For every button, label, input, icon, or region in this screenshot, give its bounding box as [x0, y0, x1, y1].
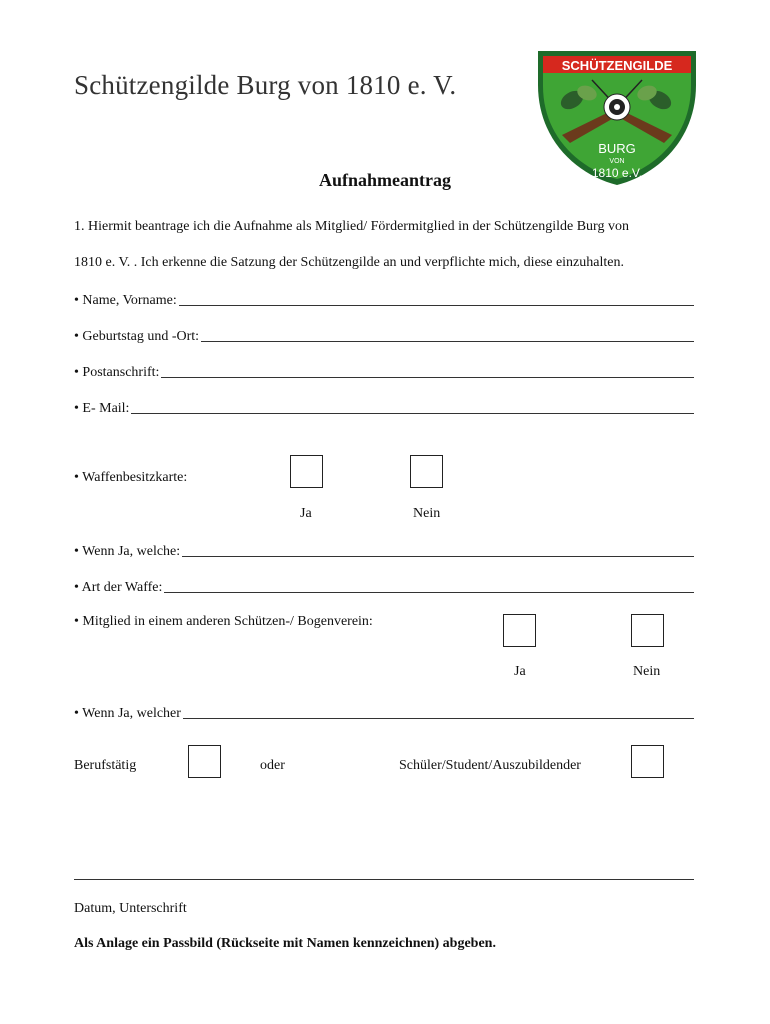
weapon-type-label: • Art der Waffe: [74, 580, 163, 595]
weapon-card-yes-label: Ja [300, 506, 312, 521]
weapon-type-field[interactable] [74, 576, 694, 596]
club-member-no-checkbox[interactable] [631, 614, 664, 647]
email-line[interactable] [131, 412, 694, 414]
birth-label: • Geburtstag und -Ort: [74, 329, 200, 344]
weapon-type-line[interactable] [164, 591, 694, 593]
intro-line-2: 1810 e. V. . Ich erkenne die Satzung der Schützengilde an und verpflichte mich, diese einzuhalten. [74, 255, 624, 270]
signature-line[interactable] [74, 879, 694, 880]
employed-checkbox[interactable] [188, 745, 221, 778]
birth-line[interactable] [201, 340, 694, 342]
club-which-label: • Wenn Ja, welcher [74, 706, 181, 721]
intro-line-1: 1. Hiermit beantrage ich die Aufnahme als Mitglied/ Fördermitglied in der Schützengilde Burg von [74, 219, 629, 234]
club-member-yes-checkbox[interactable] [503, 614, 536, 647]
email-label: • E- Mail: [74, 401, 130, 416]
emblem-top-text: SCHÜTZENGILDE [561, 58, 673, 73]
email-field[interactable] [74, 397, 694, 417]
club-which-line[interactable] [183, 717, 694, 719]
weapon-card-no-checkbox[interactable] [410, 455, 443, 488]
weapon-card-label: • Waffenbesitzkarte: [74, 470, 188, 485]
club-emblem [532, 45, 702, 190]
address-line[interactable] [161, 376, 694, 378]
address-field[interactable] [74, 361, 694, 381]
org-title: Schützengilde Burg von 1810 e. V. [74, 70, 457, 100]
employed-label: Berufstätig [74, 758, 137, 773]
birth-field[interactable] [74, 325, 694, 345]
student-label: Schüler/Student/Auszubildender [399, 758, 581, 773]
emblem-middle-text: BURG [598, 141, 636, 156]
weapon-which-field[interactable] [74, 540, 694, 560]
club-which-field[interactable] [74, 702, 694, 722]
club-member-label: • Mitglied in einem anderen Schützen-/ Bogenverein: [74, 614, 373, 629]
weapon-card-yes-checkbox[interactable] [290, 455, 323, 488]
emblem-small-text: VON [609, 158, 625, 165]
weapon-card-no-label: Nein [413, 506, 441, 521]
address-label: • Postanschrift: [74, 365, 160, 380]
weapon-which-label: • Wenn Ja, welche: [74, 544, 181, 559]
weapon-which-line[interactable] [182, 555, 694, 557]
club-member-no-label: Nein [633, 664, 661, 679]
emblem-bottom-text: 1810 e.V. [591, 166, 643, 180]
name-line[interactable] [179, 304, 694, 306]
or-label: oder [260, 758, 285, 773]
attachment-note: Als Anlage ein Passbild (Rückseite mit Namen kennzeichnen) abgeben. [74, 936, 496, 951]
signature-label: Datum, Unterschrift [74, 901, 187, 916]
form-title: Aufnahmeantrag [318, 170, 451, 190]
club-member-yes-label: Ja [514, 664, 526, 679]
student-checkbox[interactable] [631, 745, 664, 778]
name-label: • Name, Vorname: [74, 293, 177, 308]
name-field[interactable] [74, 289, 694, 309]
